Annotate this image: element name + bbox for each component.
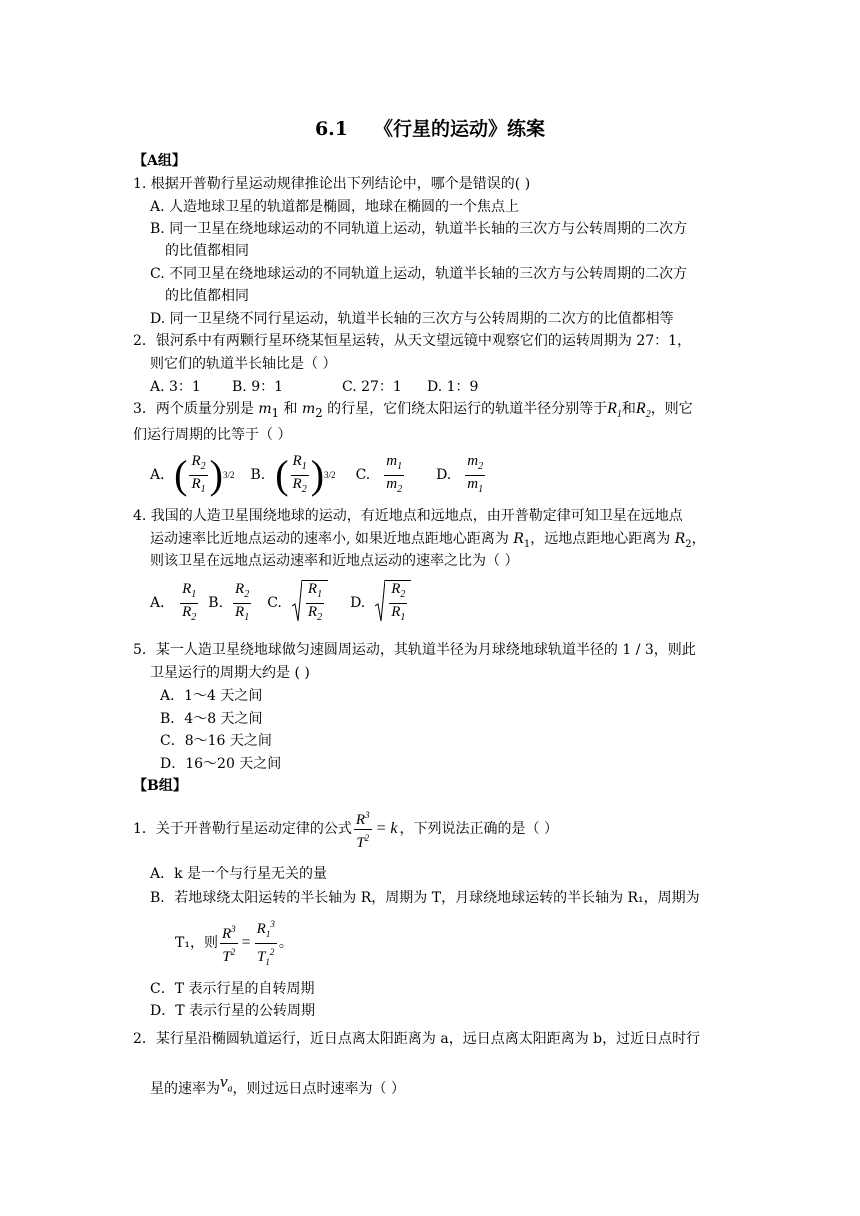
b-q2-stem-line2: 星的速率为$v_a$，则过远日点时速率为（ ） [150, 1072, 405, 1097]
a-q4-option-b-formula: $\frac{R_2}{R_1}$ [235, 580, 250, 623]
a-q4-option-b-label: B. [208, 595, 224, 611]
a-q4-stem-line2: 运动速率比近地点运动的速率小, 如果近地点距地心距离为 $R_1$，远地点距地心距离为 $R_2$， [150, 531, 706, 550]
moon-ratio: $\frac{R_1^3}{T_1^2}$ [256, 918, 275, 967]
a-q3-options [150, 452, 487, 498]
a-q3-option-c-label: C. [355, 467, 371, 483]
a-q3-option-c-formula: $\frac{m_1}{m_2}$ [386, 452, 403, 495]
a-q4-option-d-label: D. [350, 595, 366, 611]
group-a-heading: 【A组】 [133, 153, 186, 169]
a-q1-stem: 1. 根据开普勒行星运动规律推论出下列结论中，哪个是错误的( ) [133, 176, 531, 192]
a-q2-option-a: A. 3：1 [150, 379, 201, 395]
r1-symbol: $R_1$ [607, 400, 622, 421]
va-symbol: $v_a$ [220, 1072, 233, 1095]
subscript: 1 [271, 405, 280, 420]
a-q3-text: ，则它 [650, 401, 693, 417]
a-q4-option-a-formula: $\frac{R_1}{R_2}$ [182, 580, 197, 623]
a-q3-stem-line2: 们运行周期的比等于（ ） [133, 427, 292, 443]
a-q5-option-a: A．1～4 天之间 [160, 688, 263, 704]
b-q1-option-d: D．T 表示行星的公转周期 [150, 1003, 316, 1019]
a-q3-option-a-formula: ( $\frac{R_2}{R_1}$ ) 3/2 [174, 452, 235, 497]
a-q4-option-d-formula: $\frac{R_2}{R_1}$ [375, 580, 411, 626]
a-q3-option-b-formula: ( $\frac{R_1}{R_2}$ ) 3/2 [275, 452, 336, 497]
a-q1-option-a: A. 人造地球卫星的轨道都是椭圆，地球在椭圆的一个焦点上 [150, 199, 520, 215]
a-q4-stem-line3: 则该卫星在远地点运动速率和近地点运动的速率之比为（ ） [150, 553, 519, 569]
a-q1-option-c-line2: 的比值都相同 [165, 288, 249, 304]
page-title [0, 116, 860, 142]
b-q1-option-a: A．k 是一个与行星无关的量 [150, 866, 328, 882]
b-q1-option-b-line1: B．若地球绕太阳运转的半长轴为 R，周期为 T，月球绕地球运转的半长轴为 R₁，周期为 [150, 890, 700, 906]
group-b-heading: 【B组】 [133, 778, 187, 794]
a-q3-text: 3．两个质量分别是 [133, 401, 259, 417]
a-q4-option-a-label: A． [150, 595, 175, 611]
a-q1-option-c-line1: C. 不同卫星在绕地球运动的不同轨道上运动，轨道半长轴的三次方与公转周期的二次方 [150, 266, 688, 282]
a-q2-stem-line2: 则它们的轨道半长轴比是（ ） [150, 356, 337, 372]
a-q1-option-d: D. 同一卫星绕不同行星运动，轨道半长轴的三次方与公转周期的二次方的比值都相等 [150, 311, 674, 327]
a-q1-option-b-line2: 的比值都相同 [165, 243, 249, 259]
a-q5-option-c: C．8～16 天之间 [160, 733, 272, 749]
a-q4-stem-line1: 4. 我国的人造卫星围绕地球的运动，有近地点和远地点，由开普勒定律可知卫星在远地点 [133, 508, 683, 524]
earth-ratio: $\frac{R^3}{T^2}$ [221, 923, 236, 965]
a-q5-option-d: D．16～20 天之间 [160, 756, 282, 772]
a-q3-option-b-label: B. [250, 467, 266, 483]
a-q3-option-d-formula: $\frac{m_2}{m_1}$ [467, 452, 484, 495]
m-symbol: m [258, 401, 272, 417]
kepler-formula: $\frac{R^3}{T^2}$ [355, 809, 370, 851]
a-q3-text: 的行星，它们绕太阳运行的轨道半径分别等于 [322, 401, 608, 417]
title-number: 6.1 [314, 118, 349, 140]
a-q3-text: 和 [279, 401, 302, 417]
b-q1-option-b-line2: T₁，则 $\frac{R^3}{T^2}$ = $\frac{R_1^3}{T_1^2}$ 。 [175, 920, 293, 966]
a-q1-option-b-line1: B. 同一卫星在绕地球运动的不同轨道上运动，轨道半长轴的三次方与公转周期的二次方 [150, 221, 688, 237]
a-q3-option-d-label: D. [436, 467, 452, 483]
subscript: 2 [315, 405, 323, 420]
a-q2-option-b: B. 9：1 [232, 379, 284, 395]
m-symbol: m [301, 401, 316, 417]
a-q5-stem-line2: 卫星运行的周期大约是 ( ) [150, 665, 310, 681]
a-q2-option-d: D. 1：9 [427, 379, 479, 395]
title-text: 《行星的运动》练案 [374, 118, 546, 140]
a-q5-option-b: B．4～8 天之间 [160, 711, 263, 727]
a-q2-option-c: C. 27：1 [342, 379, 402, 395]
a-q4-option-c-formula: $\frac{R_1}{R_2}$ [292, 580, 328, 626]
b-q1-option-c: C．T 表示行星的自转周期 [150, 981, 315, 997]
a-q3-stem-line1 [133, 399, 693, 425]
a-q5-stem-line1: 5．某一人造卫星绕地球做匀速圆周运动，其轨道半径为月球绕地球轨道半径的 1 / 3，则此 [133, 642, 696, 658]
a-q4-option-c-label: C. [267, 595, 282, 611]
a-q3-text: 和 [621, 401, 636, 417]
a-q3-option-a-label: A． [150, 467, 175, 483]
b-q2-stem-line1: 2．某行星沿椭圆轨道运行，近日点离太阳距离为 a，远日点离太阳距离为 b，过近日点时行 [133, 1031, 701, 1047]
b-q1-stem: 1．关于开普勒行星运动定律的公式 $\frac{R^3}{T^2}$ = k ，下列说法正确的是（ ） [133, 806, 558, 852]
a-q2-stem-line1: 2．银河系中有两颗行星环绕某恒星运转，从天文望远镜中观察它们的运转周期为 27：1， [133, 333, 692, 349]
a-q4-options [150, 578, 411, 628]
r2-symbol: $R_2$ [635, 400, 651, 421]
